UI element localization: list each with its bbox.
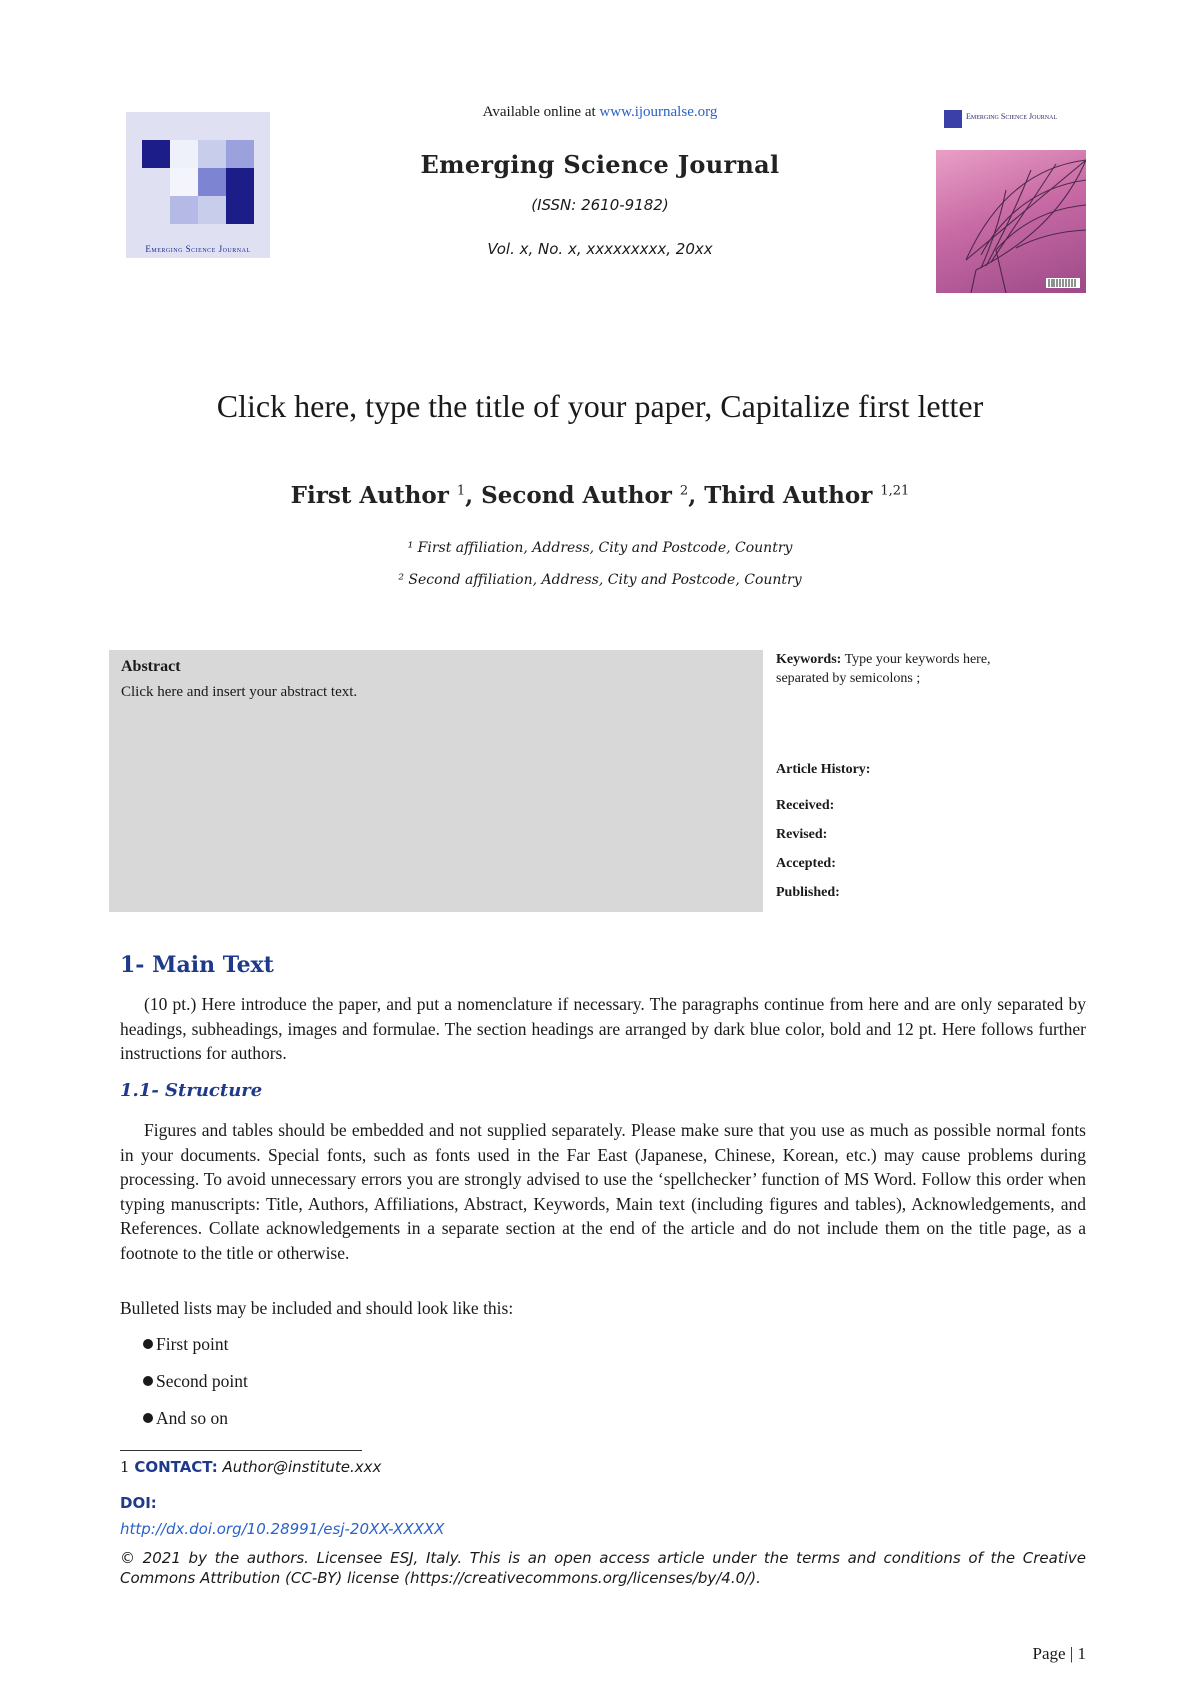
bullet-icon <box>143 1413 153 1423</box>
affiliation-1: ¹ First affiliation, Address, City and Postcode, Country <box>407 540 793 556</box>
journal-cover-image <box>936 88 1086 293</box>
cover-logo-icon <box>944 110 962 128</box>
main-text-body: (10 pt.) Here introduce the paper, and put a nomenclature if necessary. The paragraphs continue from here and are only separated by headings, subheadings, images and formulae. The section headings are arranged by dark blue color, bold and 12 pt. Here follows further instructions for authors. <box>120 994 1086 1063</box>
bullet-icon <box>143 1339 153 1349</box>
cover-logo-text: Emerging Science Journal <box>966 112 1058 121</box>
footnote-contact <box>120 1458 381 1476</box>
journal-name: Emerging Science Journal <box>420 150 780 179</box>
logo-caption: Emerging Science Journal <box>145 244 251 254</box>
accepted-label: Accepted: <box>776 856 836 871</box>
available-prefix: Available online at <box>482 104 600 120</box>
bullets-intro: Bulleted lists may be included and should look like this: <box>120 1298 514 1318</box>
license-notice: © 2021 by the authors. Licensee ESJ, Italy. This is an open access article under the terms and conditions of the Creative Commons Attribution (CC-BY) license (https://creativecommons.org/licenses/by/4.0/). <box>120 1549 1086 1587</box>
satellite-dish-icon <box>936 150 1086 293</box>
list-item <box>143 1334 228 1355</box>
author-separator: , <box>688 482 705 509</box>
abstract-heading: Abstract <box>121 658 181 675</box>
affiliation-2: ² Second affiliation, Address, City and Postcode, Country <box>398 572 802 588</box>
author-3: Third Author <box>704 482 881 509</box>
footnote-number: 1 <box>120 1458 135 1476</box>
journal-volume: Vol. x, No. x, xxxxxxxxx, 20xx <box>487 240 713 258</box>
published-label: Published: <box>776 885 840 900</box>
list-item-text: Second point <box>156 1371 248 1391</box>
keywords-line-2[interactable]: separated by semicolons ; <box>776 671 921 686</box>
list-item <box>143 1408 228 1429</box>
author-3-affiliation: 1,21 <box>880 483 910 499</box>
list-item-text: First point <box>156 1334 229 1354</box>
keywords-line-1[interactable]: Type your keywords here, <box>841 652 991 667</box>
doi-link[interactable]: http://dx.doi.org/10.28991/esj-20XX-XXXXX <box>120 1520 445 1538</box>
contact-label: CONTACT: <box>134 1458 218 1476</box>
main-text-paragraph <box>120 992 1086 1066</box>
journal-issn: (ISSN: 2610-9182) <box>531 196 669 214</box>
satellite-dish-image <box>936 150 1086 293</box>
bullet-icon <box>143 1376 153 1386</box>
subsection-heading-structure: 1.1- Structure <box>120 1080 263 1101</box>
structure-paragraph <box>120 1118 1086 1265</box>
contact-email[interactable]: Author@institute.xxx <box>217 1458 382 1476</box>
author-1: First Author <box>290 482 457 509</box>
keywords <box>776 650 1076 688</box>
available-online <box>330 104 870 121</box>
journal-website-link[interactable]: www.ijournalse.org <box>599 104 718 120</box>
doi-label: DOI: <box>120 1494 157 1512</box>
author-separator: , <box>465 482 482 509</box>
section-heading-main-text: 1- Main Text <box>120 952 274 978</box>
revised-label: Revised: <box>776 827 828 842</box>
author-2-affiliation: 2 <box>679 483 689 499</box>
received-label: Received: <box>776 798 835 813</box>
footnote-divider <box>120 1450 362 1451</box>
structure-body: Figures and tables should be embedded and not supplied separately. Please make sure that you use as much as possible normal fonts in your documents. Special fonts, such as fonts used in the Far East (Japanese, Chinese, Korean, etc.) may cause problems during processing. To avoid unnecessary errors you are strongly advised to use the ‘spellchecker’ function of MS Word. Follow this order when typing manuscripts: Title, Authors, Affiliations, Abstract, Keywords, Main text (including figures and tables), Acknowledgements, and References. Collate acknowledgements in a separate section at the end of the article and do not include them on the title page, as a footnote to the title or otherwise. <box>120 1120 1086 1263</box>
keywords-label: Keywords: <box>776 652 842 667</box>
article-history-heading: Article History: <box>776 762 871 777</box>
paper-title: Click here, type the title of your paper, Capitalize first letter <box>216 388 984 424</box>
list-item-text: And so on <box>156 1408 228 1428</box>
abstract-text[interactable]: Click here and insert your abstract text. <box>121 684 358 700</box>
author-2: Second Author <box>481 482 680 509</box>
list-item <box>143 1371 248 1392</box>
author-list <box>0 482 1200 509</box>
cover-header <box>936 88 1086 148</box>
abstract-box <box>109 650 763 912</box>
author-1-affiliation: 1 <box>456 483 466 499</box>
journal-logo <box>126 112 270 258</box>
page-number: Page | 1 <box>1032 1644 1086 1663</box>
